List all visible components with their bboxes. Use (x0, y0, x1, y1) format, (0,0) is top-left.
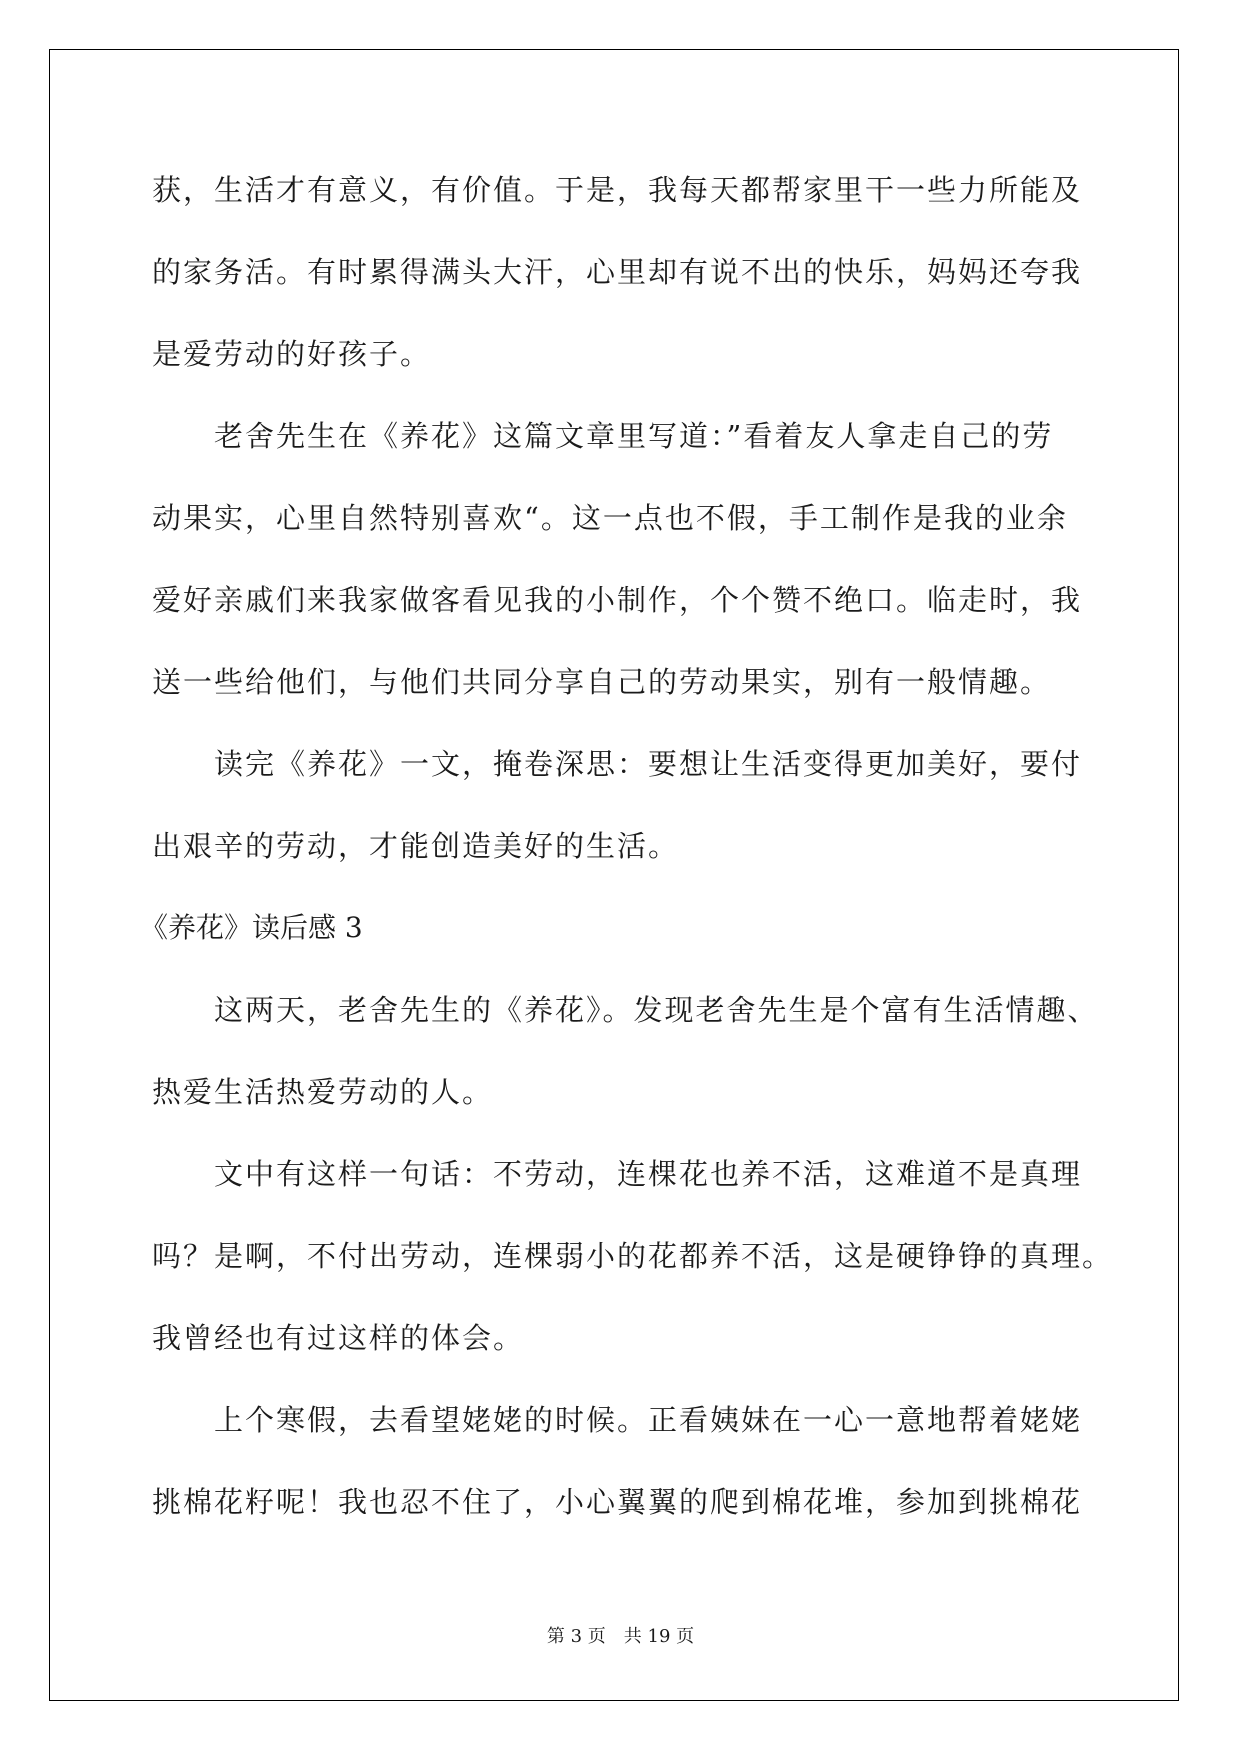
paragraph-start: 上个寒假，去看望姥姥的时候。正看姨妹在一心一意地帮着姥姥 (214, 1403, 1083, 1437)
text-line: 热爱生活热爱劳动的人。 (152, 1075, 494, 1109)
paragraph-start: 文中有这样一句话：不劳动，连棵花也养不活，这难道不是真理 (214, 1157, 1083, 1191)
text-line: 出艰辛的劳动，才能创造美好的生活。 (152, 829, 680, 863)
section-heading: 《养花》读后感 3 (140, 911, 363, 944)
text-line: 我曾经也有过这样的体会。 (152, 1321, 525, 1355)
page-number-footer: 第 3 页 共 19 页 (546, 1626, 695, 1647)
document-body (140, 160, 1114, 1554)
text-line: 吗？是啊，不付出劳动，连棵弱小的花都养不活，这是硬铮铮的真理。 (152, 1239, 1114, 1273)
paragraph-start: 读完《养花》一文，掩卷深思：要想让生活变得更加美好，要付 (214, 747, 1083, 781)
paragraph-start: 这两天，老舍先生的《养花》。发现老舍先生是个富有生活情趣、 (214, 993, 1099, 1027)
text-line: 是爱劳动的好孩子。 (152, 337, 432, 371)
paragraph-start: 老舍先生在《养花》这篇文章里写道：”看着友人拿走自己的劳 (214, 419, 1054, 453)
text-line: 挑棉花籽呢！我也忍不住了，小心翼翼的爬到棉花堆，参加到挑棉花 (152, 1485, 1083, 1519)
text-line: 动果实，心里自然特别喜欢“。这一点也不假，手工制作是我的业余 (152, 501, 1068, 535)
text-line: 爱好亲戚们来我家做客看见我的小制作，个个赞不绝口。临走时，我 (152, 583, 1083, 617)
text-line: 获，生活才有意义，有价值。于是，我每天都帮家里干一些力所能及 (152, 173, 1083, 207)
text-line: 送一些给他们，与他们共同分享自己的劳动果实，别有一般情趣。 (152, 665, 1052, 699)
text-line: 的家务活。有时累得满头大汗，心里却有说不出的快乐，妈妈还夸我 (152, 255, 1083, 289)
